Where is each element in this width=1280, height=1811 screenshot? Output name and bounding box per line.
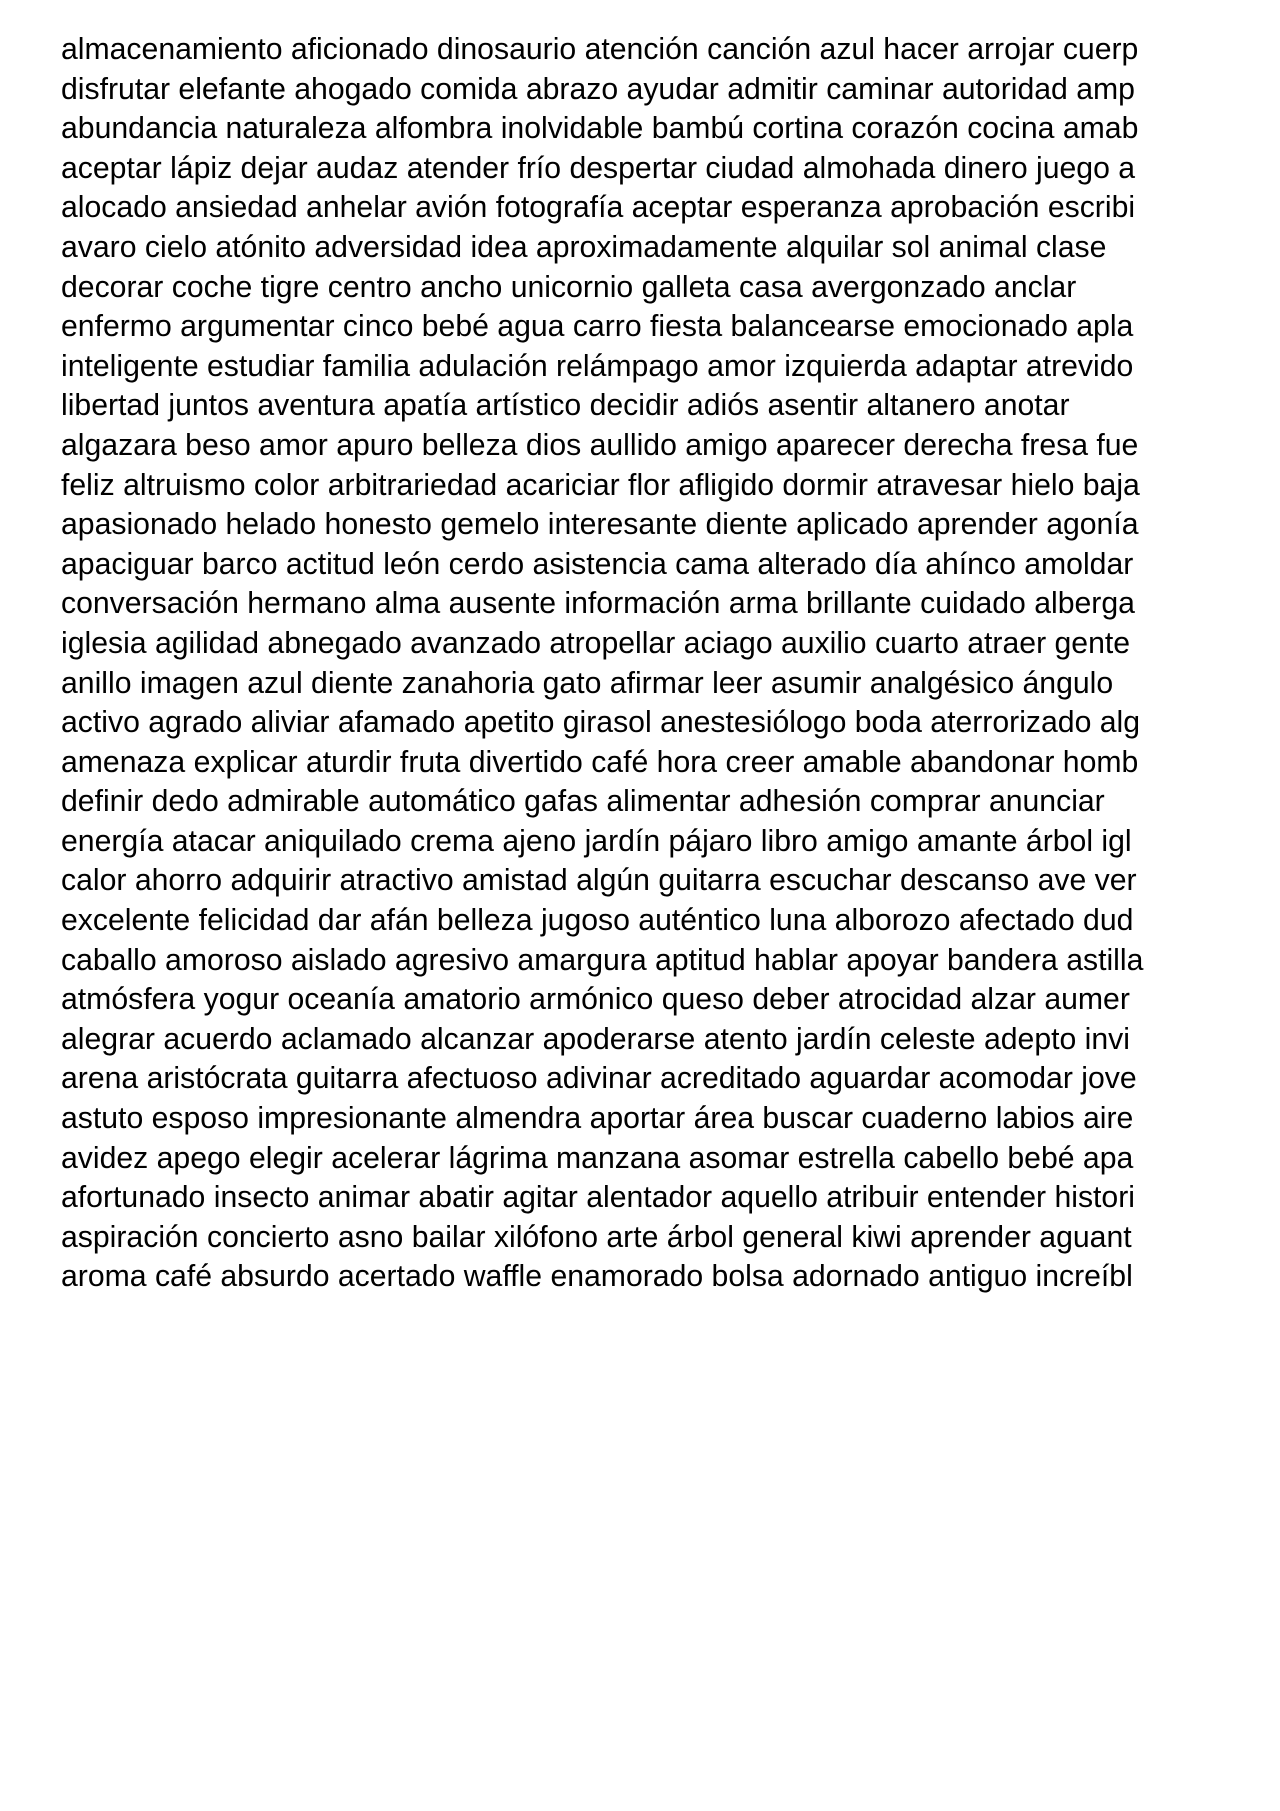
text-line: apasionado helado honesto gemelo interesante diente aplicado aprender agonía	[61, 508, 1139, 542]
text-line: feliz altruismo color arbitrariedad acariciar flor afligido dormir atravesar hielo baja	[61, 468, 1140, 502]
text-line: afortunado insecto animar abatir agitar alentador aquello atribuir entender histori	[61, 1181, 1135, 1215]
text-line: activo agrado aliviar afamado apetito girasol anestesiólogo boda aterrorizado alg	[61, 706, 1141, 740]
text-line: libertad juntos aventura apatía artístico decidir adiós asentir altanero anotar	[61, 389, 1070, 423]
text-line: definir dedo admirable automático gafas alimentar adhesión comprar anunciar	[61, 785, 1105, 819]
text-line: alegrar acuerdo aclamado alcanzar apoderarse atento jardín celeste adepto invi	[61, 1022, 1130, 1056]
text-line: amenaza explicar aturdir fruta divertido café hora creer amable abandonar homb	[61, 745, 1139, 779]
text-line: atmósfera yogur oceanía amatorio armónico queso deber atrocidad alzar aumer	[61, 983, 1130, 1017]
text-line: almacenamiento aficionado dinosaurio atención canción azul hacer arrojar cuerp	[61, 33, 1139, 66]
text-line: calor ahorro adquirir atractivo amistad algún guitarra escuchar descanso ave ver	[61, 864, 1137, 898]
text-line: avidez apego elegir acelerar lágrima manzana asomar estrella cabello bebé apa	[61, 1141, 1134, 1175]
body-text	[61, 30, 1280, 1297]
text-line: iglesia agilidad abnegado avanzado atropellar aciago auxilio cuarto atraer gente	[61, 626, 1131, 660]
text-line: arena aristócrata guitarra afectuoso adivinar acreditado aguardar acomodar jove	[61, 1062, 1137, 1096]
text-line: algazara beso amor apuro belleza dios aullido amigo aparecer derecha fresa fue	[61, 428, 1139, 462]
text-line: excelente felicidad dar afán belleza jugoso auténtico luna alborozo afectado dud	[61, 904, 1134, 938]
text-line: alocado ansiedad anhelar avión fotografía aceptar esperanza aprobación escribi	[61, 191, 1136, 225]
text-line: energía atacar aniquilado crema ajeno jardín pájaro libro amigo amante árbol igl	[61, 824, 1132, 858]
text-line: aroma café absurdo acertado waffle enamorado bolsa adornado antiguo increíbl	[61, 1260, 1133, 1294]
text-line: abundancia naturaleza alfombra inolvidable bambú cortina corazón cocina amab	[61, 112, 1139, 146]
text-line: inteligente estudiar familia adulación relámpago amor izquierda adaptar atrevido	[61, 349, 1134, 383]
text-line: disfrutar elefante ahogado comida abrazo ayudar admitir caminar autoridad amp	[61, 72, 1135, 106]
text-line: caballo amoroso aislado agresivo amargura aptitud hablar apoyar bandera astilla	[61, 943, 1144, 977]
text-line: apaciguar barco actitud león cerdo asistencia cama alterado día ahínco amoldar	[61, 547, 1134, 581]
text-line: enfermo argumentar cinco bebé agua carro fiesta balancearse emocionado apla	[61, 310, 1134, 344]
text-line: decorar coche tigre centro ancho unicornio galleta casa avergonzado anclar	[61, 270, 1077, 304]
text-line: aspiración concierto asno bailar xilófono arte árbol general kiwi aprender aguant	[61, 1220, 1132, 1254]
text-line: conversación hermano alma ausente información arma brillante cuidado alberga	[61, 587, 1135, 621]
text-line: astuto esposo impresionante almendra aportar área buscar cuaderno labios aire	[61, 1102, 1134, 1136]
text-line: avaro cielo atónito adversidad idea aproximadamente alquilar sol animal clase	[61, 230, 1107, 264]
text-line: anillo imagen azul diente zanahoria gato afirmar leer asumir analgésico ángulo	[61, 666, 1114, 700]
text-line: aceptar lápiz dejar audaz atender frío despertar ciudad almohada dinero juego a	[61, 151, 1136, 185]
